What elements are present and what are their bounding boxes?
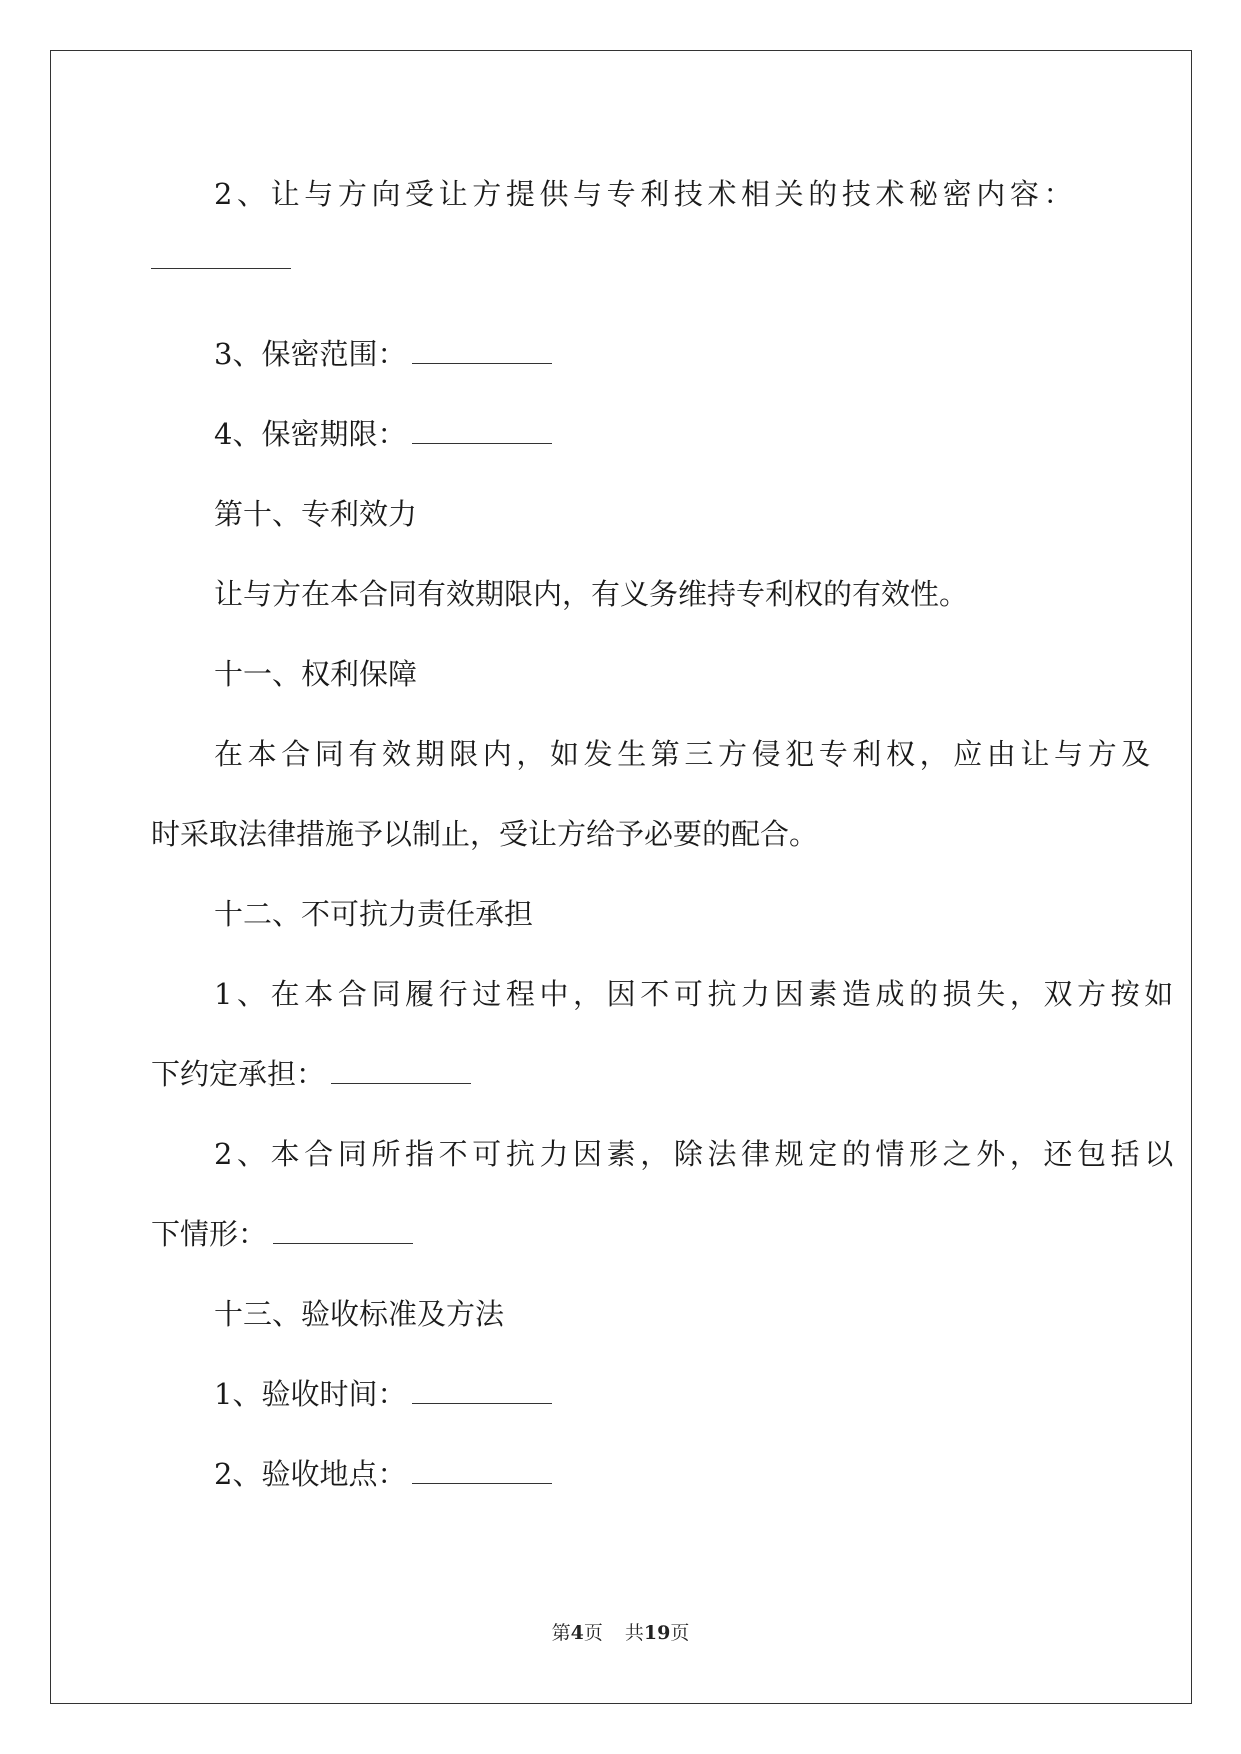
blank-line	[151, 268, 291, 269]
paragraph-acceptance-place	[214, 1454, 552, 1494]
blank-line	[331, 1061, 471, 1084]
paragraph-patent-validity: 让与方在本合同有效期限内，有义务维持专利权的有效性。	[214, 577, 969, 611]
label: 4、保密期限：	[214, 417, 407, 451]
paragraph-secrecy-scope	[214, 334, 552, 374]
page-current: 4	[570, 1622, 584, 1644]
paragraph-acceptance-time	[214, 1374, 552, 1414]
paragraph-secrecy-period	[214, 414, 552, 454]
page-total: 19	[643, 1622, 671, 1644]
blank-line	[412, 1461, 552, 1484]
label: 下约定承担：	[151, 1057, 326, 1091]
page-prefix: 第	[551, 1622, 571, 1644]
paragraph-force-majeure-2-cont	[151, 1214, 413, 1254]
paragraph-rights-guarantee: 在本合同有效期限内，如发生第三方侵犯专利权，应由让与方及	[214, 737, 1155, 771]
paragraph-secret-content: 2、让与方向受让方提供与专利技术相关的技术秘密内容：	[214, 177, 1078, 211]
label: 下情形：	[151, 1217, 268, 1251]
section-heading-12: 十二、不可抗力责任承担	[214, 897, 534, 931]
label: 2、验收地点：	[214, 1457, 407, 1491]
label: 3、保密范围：	[214, 337, 407, 371]
paragraph-rights-guarantee-cont: 时采取法律措施予以制止，受让方给予必要的配合。	[151, 817, 819, 851]
total-suffix: 页	[670, 1622, 690, 1644]
blank-line	[412, 1381, 552, 1404]
paragraph-force-majeure-2: 2、本合同所指不可抗力因素，除法律规定的情形之外，还包括以	[214, 1137, 1178, 1171]
paragraph-force-majeure-1-cont	[151, 1054, 471, 1094]
blank-line	[412, 421, 552, 444]
section-heading-10: 第十、专利效力	[214, 497, 418, 531]
page-mid: 页	[583, 1622, 603, 1644]
total-prefix: 共	[624, 1622, 644, 1644]
label: 1、验收时间：	[214, 1377, 407, 1411]
blank-line	[273, 1221, 413, 1244]
page-footer	[0, 1618, 1241, 1645]
section-heading-13: 十三、验收标准及方法	[214, 1297, 505, 1331]
paragraph-force-majeure-1: 1、在本合同履行过程中，因不可抗力因素造成的损失，双方按如	[214, 977, 1178, 1011]
section-heading-11: 十一、权利保障	[214, 657, 418, 691]
blank-line	[412, 341, 552, 364]
